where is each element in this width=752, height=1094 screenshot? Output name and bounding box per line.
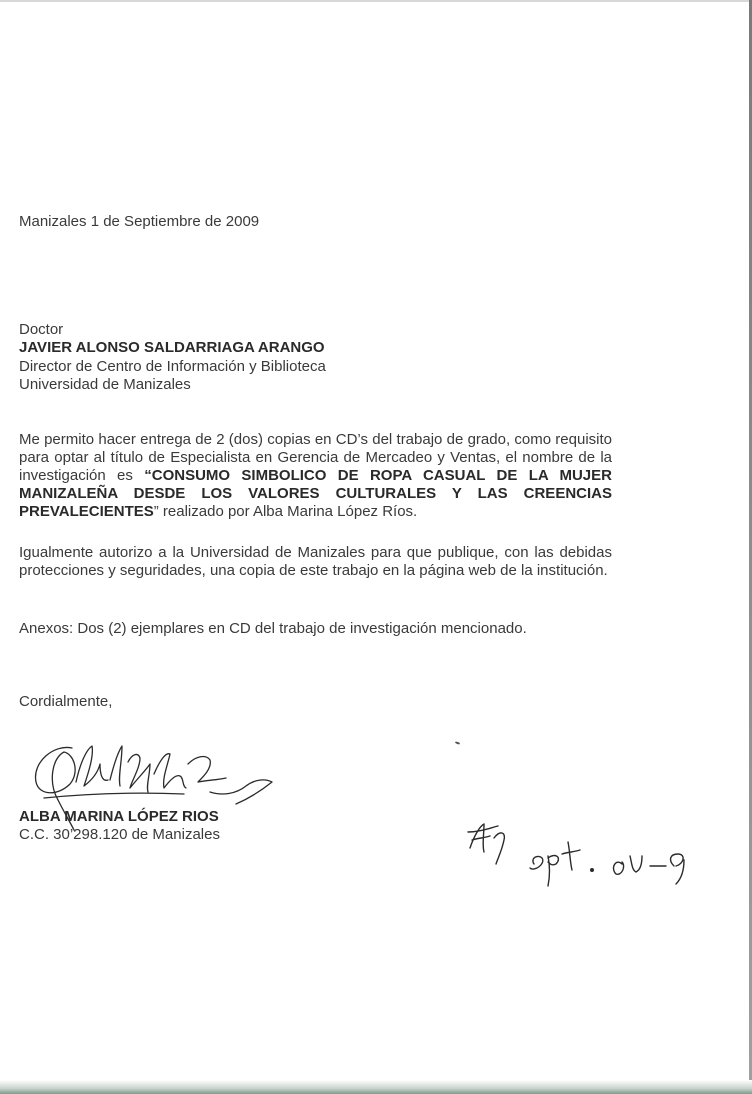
recipient-institution: Universidad de Manizales [19,376,191,393]
scan-edge-bottom [0,1080,752,1094]
signatory-id-line: C.C. 30’298.120 de Manizales [19,826,220,843]
handwritten-received-mark-icon [460,820,710,890]
research-title: “CONSUMO SIMBOLICO DE ROPA CASUAL DE LA MUJER MANIZALEÑA DESDE LOS VALORES CULTURALES Y LAS CREENCIAS PREVALECIENTES [19,467,612,520]
recipient-position: Director de Centro de Información y Biblioteca [19,358,326,375]
scan-speck [455,741,460,745]
body-paragraph-1 [19,431,612,521]
scan-edge-top [0,0,752,2]
body-p1-outro: ” realizado por Alba Marina López Ríos. [153,503,418,520]
signatory-name: ALBA MARINA LÓPEZ RIOS [19,808,219,825]
date-line: Manizales 1 de Septiembre de 2009 [19,213,260,230]
body-paragraph-2: Igualmente autorizo a la Universidad de Manizales para que publique, con las debidas protecciones y seguridades, una copia de este trabajo en la página web de la institución. [19,544,612,579]
body-p1-intro: Me permito hacer entrega de 2 (dos) copias en CD’s del trabajo de grado, como requisito para optar al título de Especialista en Gerencia de Mercadeo y Ventas, el nombre de la investigación es [19,431,612,484]
recipient-salutation: Doctor [19,321,64,338]
annexes-line: Anexos: Dos (2) ejemplares en CD del trabajo de investigación mencionado. [19,620,527,637]
closing-line: Cordialmente, [19,693,113,710]
recipient-name: JAVIER ALONSO SALDARRIAGA ARANGO [19,339,325,356]
